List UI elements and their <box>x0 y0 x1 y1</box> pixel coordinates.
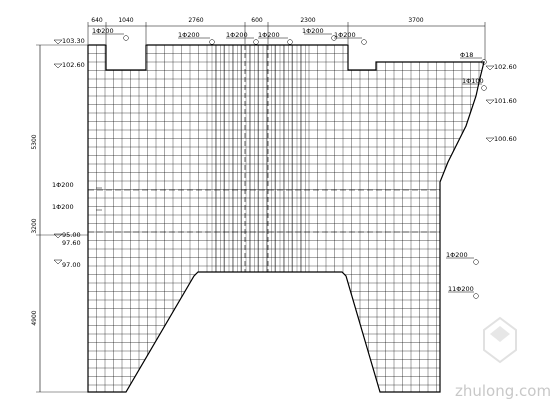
dim-top-2: 1040 <box>118 17 134 24</box>
dim-top-3: 2760 <box>188 17 204 24</box>
rebar-right-4: 11Φ200 <box>448 285 474 293</box>
rebar-top-4: 1Φ200 <box>258 31 280 39</box>
rebar-right-3: 1Φ200 <box>446 251 468 259</box>
elev-right-a: 102.60 <box>494 63 517 71</box>
watermark-logo <box>484 318 516 362</box>
dim-left-lower: 4900 <box>31 310 38 326</box>
rebar-top-1: 1Φ200 <box>92 27 114 35</box>
left-dimension-line <box>36 45 88 392</box>
rebar-right-2: 1Φ100 <box>462 77 484 85</box>
rebar-top-6: 1Φ200 <box>334 31 356 39</box>
rebar-left-1: 1Φ200 <box>52 181 74 189</box>
rebar-top-3: 1Φ200 <box>226 31 248 39</box>
watermark-text: zhulong.com <box>455 382 552 400</box>
elev-top-left: 103.30 <box>62 37 85 45</box>
dim-top-1: 640 <box>91 17 103 24</box>
dim-top-4: 600 <box>251 17 263 24</box>
elev-left-upper: 102.60 <box>62 61 85 69</box>
dim-left-total: 3200 <box>31 218 38 234</box>
dim-top-5: 2300 <box>300 17 316 24</box>
elev-left-mid-b: 97.60 <box>62 239 81 247</box>
elev-left-mid-a: 95.00 <box>62 231 81 239</box>
rebar-right-1: Φ18 <box>460 51 474 59</box>
rebar-top-2: 1Φ200 <box>178 31 200 39</box>
rebar-grid <box>85 40 490 395</box>
dim-left-upper: 5300 <box>31 134 38 150</box>
rebar-callout-leaders <box>92 34 486 298</box>
elev-left-low: 97.00 <box>62 261 81 269</box>
rebar-top-5: 1Φ200 <box>302 27 324 35</box>
elev-right-c: 100.60 <box>494 135 517 143</box>
dim-top-6: 3700 <box>408 17 424 24</box>
elev-right-b: 101.60 <box>494 97 517 105</box>
rebar-left-2: 1Φ200 <box>52 203 74 211</box>
